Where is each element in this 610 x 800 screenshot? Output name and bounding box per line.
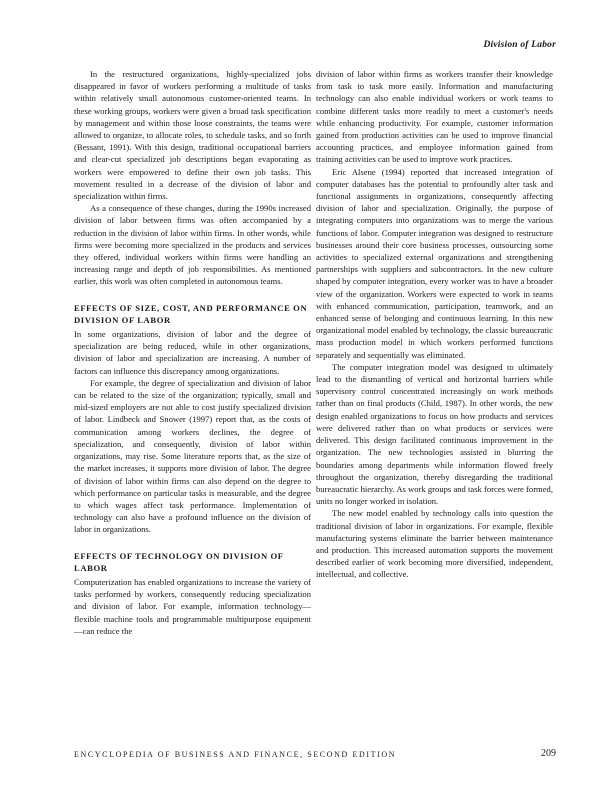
paragraph: The new model enabled by technology calls into question the traditional division of labor in organizations. For example, flexible manufacturing systems eliminate the barrier between maintenance and production. This increased automation supports the movement described earlier of work becoming more diversified, independent, intellectual, and collective. — [316, 508, 553, 580]
section-heading: EFFECTS OF SIZE, COST, AND PERFORMANCE ON DIVISION OF LABOR — [74, 302, 308, 325]
right-column — [316, 68, 553, 581]
paragraph: In the restructured organizations, highly-specialized jobs disappeared in favor of workers performing a multitude of tasks within relatively small autonomous customer-oriented teams. In these working groups, workers were given a broad task specification by management and within those loose constraints, the teams were allowed to organize, to allocate roles, to schedule tasks, and so forth (Bessant, 1991). With this design, traditional occupational barriers and clear-cut specialized job descriptions began evaporating as workers were empowered to define their own job tasks. This movement resulted in a decrease of the division of labor and specialization within firms. — [74, 69, 311, 202]
footer-title: ENCYCLOPEDIA OF BUSINESS AND FINANCE, SECOND EDITION — [74, 750, 397, 759]
paragraph: In some organizations, division of labor and the degree of specialization are being reduced, while in other organizations, division of labor and specialization are increasing. A number of factors can influence this discrepancy among organizations. — [74, 329, 311, 376]
running-head: Division of Labor — [483, 40, 556, 50]
paragraph: As a consequence of these changes, during the 1990s increased division of labor between firms was often accompanied by a reduction in the division of labor within firms. In other words, while firms were becoming more specialized in the products and services they offered, individual workers within firms were handling an increasing range and depth of job responsibilities. As mentioned earlier, this work was often completed in autonomous teams. — [74, 203, 311, 287]
section-heading: EFFECTS OF TECHNOLOGY ON DIVISION OF LABOR — [74, 550, 284, 573]
paragraph: division of labor within firms as workers transfer their knowledge from task to task more easily. Information and manufacturing technology can also enable individual workers or work teams to combine different tasks more readily to meet a customer's needs while enhancing productivity. For example, customer information gained from production activities can be used to improve financial accounting practices, and employee information gained from training activities can be used to improve work practices. — [316, 69, 553, 165]
page-number: 209 — [541, 748, 556, 759]
paragraph: The computer integration model was designed to ultimately lead to the dismantling of vertical and horizontal barriers while supervisory control concentrated increasingly on work methods rather than on final products (Child, 1987). In other words, the new design enabled organizations to focus on how products and services were delivered rather than on what products or services were delivered. This design facilitated continuous improvement in the organization. The new technologies assisted in blurring the boundaries among departments while information flowed freely throughout the organization, thereby disregarding the traditional bureaucratic hierarchy. As work groups and task forces were formed, units no longer worked in isolation. — [316, 361, 553, 507]
paragraph: For example, the degree of specialization and division of labor can be related to the size of the organization; typically, small and mid-sized employers are not able to cost justify specialized division of labor. Lindbeck and Snower (1997) report that, as the costs of communication among workers declines, the degree of specialization, and consequently, division of labor within organizations, may rise. Some literature reports that, as the size of the market increases, it supports more division of labor. The degree of division of labor within firms can also depend on the degree to which performance on particular tasks is measurable, and the degree to which wages affect task performance. Implementation of technology can also have a profound influence on the division of labor in organizations. — [74, 377, 311, 535]
paragraph: Eric Alsene (1994) reported that increased integration of computer databases has the potential to profoundly alter task and functional assignments in organizations, consequently affecting division of labor and specialization. Originally, the purpose of integrating computers into organizations was to merge the various functions of labor. Computer integration was designed to restructure businesses around their core business processes, outsourcing some activities to specialized external organizations and strengthening partnerships with suppliers and subcontractors. In the new culture shaped by computer integration, every worker was to have a broader view of the organization. Workers were expected to work in teams with enhanced communication, participation, teamwork, and an enhanced sense of belonging and continuous learning. In this new organizational model enabled by technology, the classic bureaucratic mass production model in which workers performed functions separately and sequentially was eliminated. — [316, 166, 553, 360]
left-column — [74, 68, 311, 637]
paragraph: Computerization has enabled organizations to increase the variety of tasks performed by workers, consequently reducing specialization and division of labor. For example, information technology—flexible machine tools and programmable multipurpose equipment—can reduce the — [74, 576, 311, 636]
